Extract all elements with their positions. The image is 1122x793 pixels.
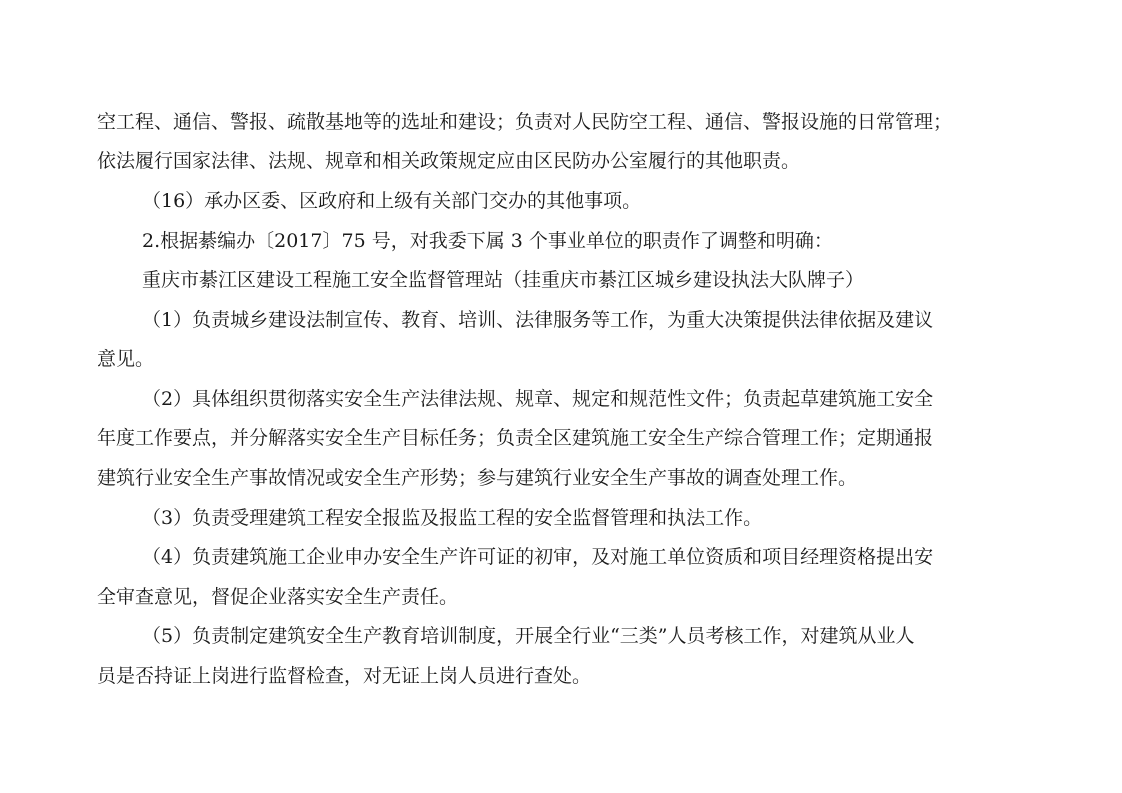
paragraph-line: （1）负责城乡建设法制宣传、教育、培训、法律服务等工作，为重大决策提供法律依据及建议 bbox=[142, 309, 934, 331]
paragraph-line: 全审查意见，督促企业落实安全生产责任。 bbox=[97, 586, 459, 608]
paragraph-line: 年度工作要点，并分解落实安全生产目标任务；负责全区建筑施工安全生产综合管理工作；定期通报 bbox=[97, 427, 934, 449]
paragraph-line: 建筑行业安全生产事故情况或安全生产形势；参与建筑行业安全生产事故的调查处理工作。 bbox=[97, 467, 858, 489]
paragraph-line: （4）负责建筑施工企业申办安全生产许可证的初审，及对施工单位资质和项目经理资格提出安 bbox=[142, 546, 934, 568]
paragraph-line: （2）具体组织贯彻落实安全生产法律法规、规章、规定和规范性文件；负责起草建筑施工安全 bbox=[142, 388, 934, 410]
paragraph-line: 2.根据綦编办〔2017〕75 号，对我委下属 3 个事业单位的职责作了调整和明确： bbox=[142, 230, 833, 252]
paragraph-line: 重庆市綦江区建设工程施工安全监督管理站（挂重庆市綦江区城乡建设执法大队牌子） bbox=[142, 269, 865, 291]
paragraph-line: （16）承办区委、区政府和上级有关部门交办的其他事项。 bbox=[142, 190, 642, 212]
paragraph-line: 空工程、通信、警报、疏散基地等的选址和建设；负责对人民防空工程、通信、警报设施的日常管理； bbox=[97, 111, 953, 133]
paragraph-line: （3）负责受理建筑工程安全报监及报监工程的安全监督管理和执法工作。 bbox=[142, 507, 763, 529]
paragraph-line: 依法履行国家法律、法规、规章和相关政策规定应由区民防办公室履行的其他职责。 bbox=[97, 150, 801, 172]
paragraph-line: 意见。 bbox=[97, 348, 155, 370]
paragraph-line: （5）负责制定建筑安全生产教育培训制度，开展全行业“三类”人员考核工作，对建筑从业人 bbox=[142, 625, 915, 647]
paragraph-line: 员是否持证上岗进行监督检查，对无证上岗人员进行查处。 bbox=[97, 665, 592, 687]
